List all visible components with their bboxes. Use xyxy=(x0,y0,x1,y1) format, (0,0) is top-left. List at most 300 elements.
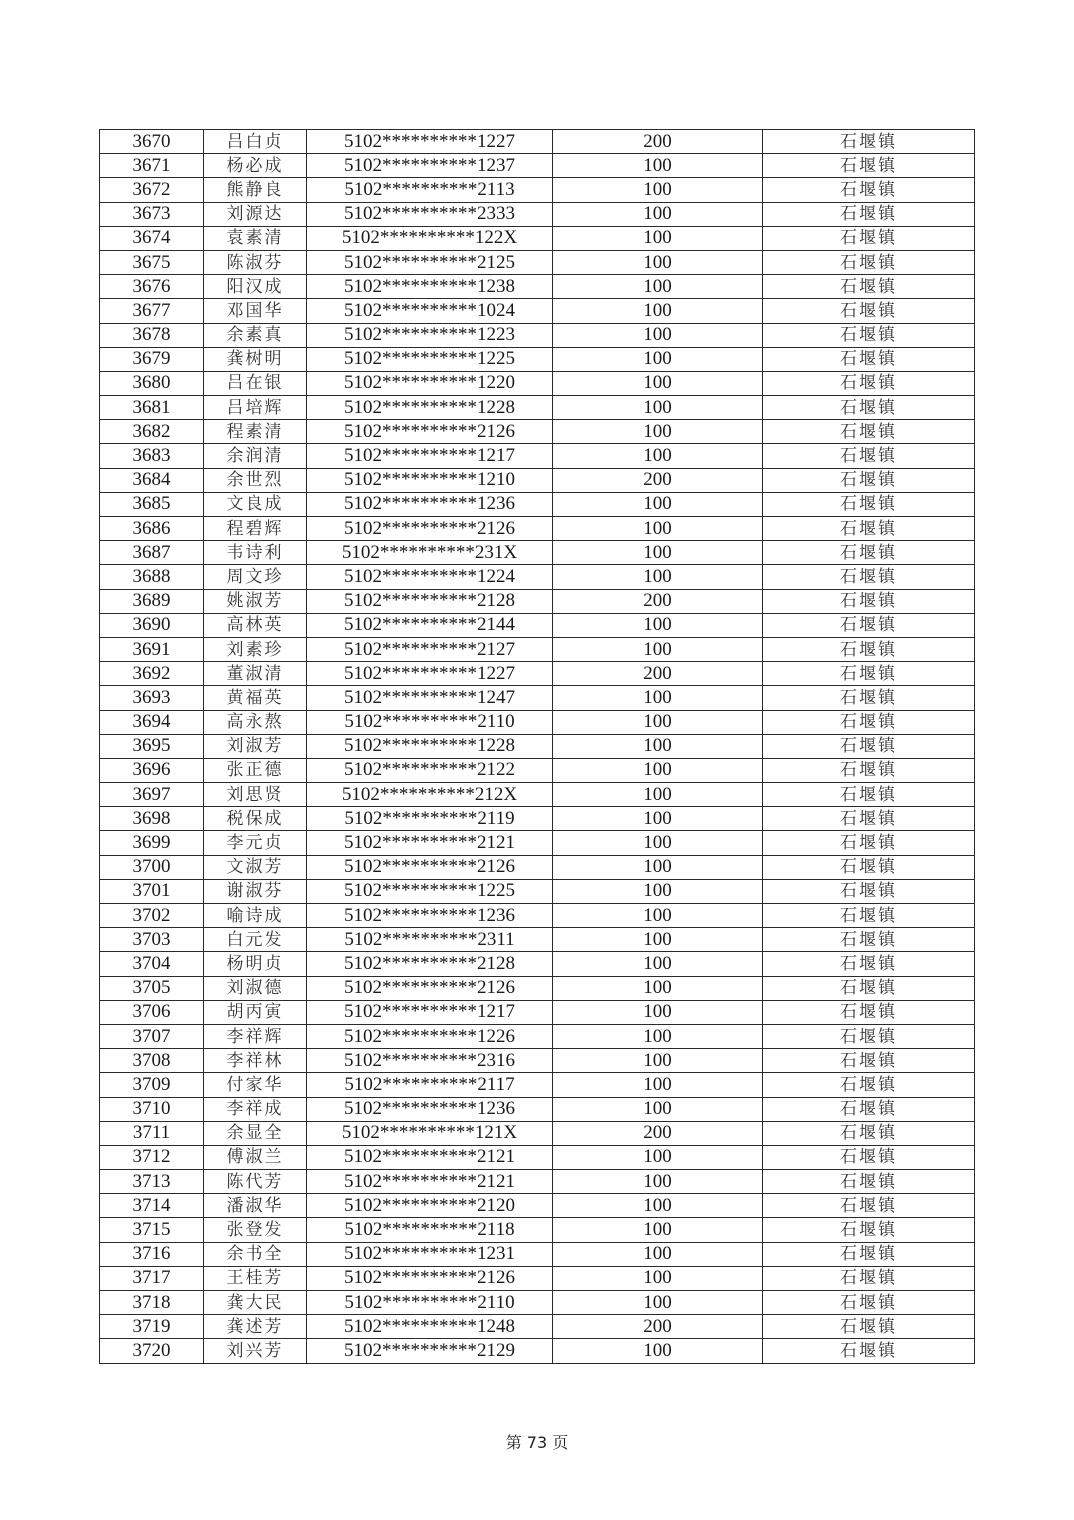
name-cell: 程碧辉 xyxy=(204,517,307,541)
id-number-cell: 5102**********2121 xyxy=(307,831,553,855)
id-number-cell: 5102**********1236 xyxy=(307,904,553,928)
serial-number-cell: 3710 xyxy=(100,1097,204,1121)
name-cell: 李元贞 xyxy=(204,831,307,855)
name-cell: 傅淑兰 xyxy=(204,1145,307,1169)
table-row xyxy=(100,1000,975,1024)
id-number-cell: 5102**********1217 xyxy=(307,444,553,468)
id-number-cell: 5102**********1224 xyxy=(307,565,553,589)
page-number: 第 73 页 xyxy=(505,1433,569,1452)
amount-cell: 100 xyxy=(553,1145,763,1169)
town-cell: 石堰镇 xyxy=(763,130,975,154)
id-number-cell: 5102**********2117 xyxy=(307,1073,553,1097)
table-row xyxy=(100,589,975,613)
amount-cell: 200 xyxy=(553,1121,763,1145)
id-number-cell: 5102**********2126 xyxy=(307,1266,553,1290)
id-number-cell: 5102**********2126 xyxy=(307,420,553,444)
amount-cell: 100 xyxy=(553,1266,763,1290)
id-number-cell: 5102**********231X xyxy=(307,541,553,565)
serial-number-cell: 3685 xyxy=(100,492,204,516)
table-row xyxy=(100,1145,975,1169)
table-row xyxy=(100,1291,975,1315)
name-cell: 邓国华 xyxy=(204,299,307,323)
amount-cell: 100 xyxy=(553,1339,763,1363)
table-row xyxy=(100,1121,975,1145)
table-row xyxy=(100,783,975,807)
name-cell: 杨必成 xyxy=(204,154,307,178)
id-number-cell: 5102**********1236 xyxy=(307,492,553,516)
id-number-cell: 5102**********2119 xyxy=(307,807,553,831)
table-row xyxy=(100,879,975,903)
id-number-cell: 5102**********1237 xyxy=(307,154,553,178)
serial-number-cell: 3676 xyxy=(100,275,204,299)
table-row xyxy=(100,178,975,202)
serial-number-cell: 3702 xyxy=(100,904,204,928)
table-row xyxy=(100,831,975,855)
amount-cell: 100 xyxy=(553,202,763,226)
amount-cell: 100 xyxy=(553,1291,763,1315)
table-row xyxy=(100,250,975,274)
serial-number-cell: 3674 xyxy=(100,226,204,250)
amount-cell: 100 xyxy=(553,226,763,250)
town-cell: 石堰镇 xyxy=(763,250,975,274)
serial-number-cell: 3677 xyxy=(100,299,204,323)
amount-cell: 100 xyxy=(553,517,763,541)
table-row xyxy=(100,1049,975,1073)
town-cell: 石堰镇 xyxy=(763,1339,975,1363)
name-cell: 程素清 xyxy=(204,420,307,444)
table-row xyxy=(100,1242,975,1266)
serial-number-cell: 3671 xyxy=(100,154,204,178)
serial-number-cell: 3708 xyxy=(100,1049,204,1073)
table-row xyxy=(100,686,975,710)
table-row xyxy=(100,613,975,637)
serial-number-cell: 3678 xyxy=(100,323,204,347)
name-cell: 胡丙寅 xyxy=(204,1000,307,1024)
amount-cell: 100 xyxy=(553,1194,763,1218)
table-row xyxy=(100,202,975,226)
town-cell: 石堰镇 xyxy=(763,1145,975,1169)
town-cell: 石堰镇 xyxy=(763,1170,975,1194)
town-cell: 石堰镇 xyxy=(763,1242,975,1266)
amount-cell: 100 xyxy=(553,734,763,758)
table-row xyxy=(100,226,975,250)
table-row xyxy=(100,371,975,395)
amount-cell: 100 xyxy=(553,565,763,589)
id-number-cell: 5102**********121X xyxy=(307,1121,553,1145)
id-number-cell: 5102**********2129 xyxy=(307,1339,553,1363)
town-cell: 石堰镇 xyxy=(763,1266,975,1290)
name-cell: 余书全 xyxy=(204,1242,307,1266)
serial-number-cell: 3709 xyxy=(100,1073,204,1097)
amount-cell: 100 xyxy=(553,250,763,274)
id-number-cell: 5102**********1223 xyxy=(307,323,553,347)
town-cell: 石堰镇 xyxy=(763,396,975,420)
id-number-cell: 5102**********1236 xyxy=(307,1097,553,1121)
id-number-cell: 5102**********1231 xyxy=(307,1242,553,1266)
id-number-cell: 5102**********1024 xyxy=(307,299,553,323)
serial-number-cell: 3679 xyxy=(100,347,204,371)
name-cell: 刘源达 xyxy=(204,202,307,226)
amount-cell: 100 xyxy=(553,371,763,395)
id-number-cell: 5102**********1228 xyxy=(307,734,553,758)
amount-cell: 100 xyxy=(553,323,763,347)
table-row xyxy=(100,1218,975,1242)
table-row xyxy=(100,1073,975,1097)
town-cell: 石堰镇 xyxy=(763,202,975,226)
serial-number-cell: 3697 xyxy=(100,783,204,807)
serial-number-cell: 3713 xyxy=(100,1170,204,1194)
town-cell: 石堰镇 xyxy=(763,1097,975,1121)
amount-cell: 100 xyxy=(553,928,763,952)
town-cell: 石堰镇 xyxy=(763,807,975,831)
name-cell: 阳汉成 xyxy=(204,275,307,299)
name-cell: 龚大民 xyxy=(204,1291,307,1315)
table-row xyxy=(100,1194,975,1218)
amount-cell: 100 xyxy=(553,1242,763,1266)
table-row xyxy=(100,468,975,492)
serial-number-cell: 3683 xyxy=(100,444,204,468)
town-cell: 石堰镇 xyxy=(763,275,975,299)
name-cell: 李祥成 xyxy=(204,1097,307,1121)
table-row xyxy=(100,1024,975,1048)
town-cell: 石堰镇 xyxy=(763,928,975,952)
name-cell: 吕白贞 xyxy=(204,130,307,154)
name-cell: 熊静良 xyxy=(204,178,307,202)
town-cell: 石堰镇 xyxy=(763,831,975,855)
id-number-cell: 5102**********1220 xyxy=(307,371,553,395)
amount-cell: 100 xyxy=(553,1000,763,1024)
serial-number-cell: 3705 xyxy=(100,976,204,1000)
town-cell: 石堰镇 xyxy=(763,492,975,516)
name-cell: 陈淑芬 xyxy=(204,250,307,274)
town-cell: 石堰镇 xyxy=(763,178,975,202)
table-row xyxy=(100,637,975,661)
name-cell: 姚淑芳 xyxy=(204,589,307,613)
name-cell: 黄福英 xyxy=(204,686,307,710)
town-cell: 石堰镇 xyxy=(763,347,975,371)
id-number-cell: 5102**********1225 xyxy=(307,879,553,903)
name-cell: 李祥辉 xyxy=(204,1024,307,1048)
amount-cell: 100 xyxy=(553,347,763,371)
serial-number-cell: 3680 xyxy=(100,371,204,395)
serial-number-cell: 3694 xyxy=(100,710,204,734)
amount-cell: 100 xyxy=(553,879,763,903)
amount-cell: 100 xyxy=(553,831,763,855)
town-cell: 石堰镇 xyxy=(763,1024,975,1048)
table-row xyxy=(100,758,975,782)
serial-number-cell: 3719 xyxy=(100,1315,204,1339)
amount-cell: 100 xyxy=(553,444,763,468)
town-cell: 石堰镇 xyxy=(763,855,975,879)
name-cell: 龚述芳 xyxy=(204,1315,307,1339)
table-row xyxy=(100,347,975,371)
serial-number-cell: 3687 xyxy=(100,541,204,565)
id-number-cell: 5102**********1225 xyxy=(307,347,553,371)
serial-number-cell: 3699 xyxy=(100,831,204,855)
town-cell: 石堰镇 xyxy=(763,299,975,323)
serial-number-cell: 3675 xyxy=(100,250,204,274)
serial-number-cell: 3701 xyxy=(100,879,204,903)
table-row xyxy=(100,952,975,976)
id-number-cell: 5102**********2120 xyxy=(307,1194,553,1218)
serial-number-cell: 3712 xyxy=(100,1145,204,1169)
id-number-cell: 5102**********2125 xyxy=(307,250,553,274)
town-cell: 石堰镇 xyxy=(763,686,975,710)
name-cell: 余润清 xyxy=(204,444,307,468)
town-cell: 石堰镇 xyxy=(763,1049,975,1073)
serial-number-cell: 3706 xyxy=(100,1000,204,1024)
town-cell: 石堰镇 xyxy=(763,783,975,807)
id-number-cell: 5102**********1247 xyxy=(307,686,553,710)
id-number-cell: 5102**********2128 xyxy=(307,952,553,976)
serial-number-cell: 3718 xyxy=(100,1291,204,1315)
amount-cell: 200 xyxy=(553,468,763,492)
table-row xyxy=(100,807,975,831)
name-cell: 高永熬 xyxy=(204,710,307,734)
amount-cell: 100 xyxy=(553,613,763,637)
id-number-cell: 5102**********1248 xyxy=(307,1315,553,1339)
name-cell: 谢淑芬 xyxy=(204,879,307,903)
amount-cell: 100 xyxy=(553,904,763,928)
table-row xyxy=(100,662,975,686)
amount-cell: 100 xyxy=(553,952,763,976)
name-cell: 高林英 xyxy=(204,613,307,637)
table-row xyxy=(100,275,975,299)
serial-number-cell: 3700 xyxy=(100,855,204,879)
amount-cell: 100 xyxy=(553,1097,763,1121)
serial-number-cell: 3686 xyxy=(100,517,204,541)
amount-cell: 200 xyxy=(553,1315,763,1339)
serial-number-cell: 3704 xyxy=(100,952,204,976)
town-cell: 石堰镇 xyxy=(763,1073,975,1097)
serial-number-cell: 3717 xyxy=(100,1266,204,1290)
serial-number-cell: 3681 xyxy=(100,396,204,420)
amount-cell: 100 xyxy=(553,710,763,734)
table-row xyxy=(100,299,975,323)
name-cell: 周文珍 xyxy=(204,565,307,589)
id-number-cell: 5102**********2121 xyxy=(307,1145,553,1169)
table-row xyxy=(100,420,975,444)
town-cell: 石堰镇 xyxy=(763,952,975,976)
amount-cell: 100 xyxy=(553,637,763,661)
amount-cell: 100 xyxy=(553,1073,763,1097)
amount-cell: 100 xyxy=(553,299,763,323)
roster-table-body xyxy=(100,130,975,1364)
town-cell: 石堰镇 xyxy=(763,1000,975,1024)
name-cell: 文良成 xyxy=(204,492,307,516)
town-cell: 石堰镇 xyxy=(763,904,975,928)
town-cell: 石堰镇 xyxy=(763,976,975,1000)
serial-number-cell: 3698 xyxy=(100,807,204,831)
id-number-cell: 5102**********2118 xyxy=(307,1218,553,1242)
id-number-cell: 5102**********2311 xyxy=(307,928,553,952)
town-cell: 石堰镇 xyxy=(763,662,975,686)
name-cell: 税保成 xyxy=(204,807,307,831)
serial-number-cell: 3696 xyxy=(100,758,204,782)
town-cell: 石堰镇 xyxy=(763,1121,975,1145)
serial-number-cell: 3715 xyxy=(100,1218,204,1242)
id-number-cell: 5102**********2110 xyxy=(307,1291,553,1315)
name-cell: 喻诗成 xyxy=(204,904,307,928)
amount-cell: 100 xyxy=(553,758,763,782)
amount-cell: 100 xyxy=(553,420,763,444)
name-cell: 刘素珍 xyxy=(204,637,307,661)
table-row xyxy=(100,1266,975,1290)
name-cell: 李祥林 xyxy=(204,1049,307,1073)
amount-cell: 100 xyxy=(553,154,763,178)
table-row xyxy=(100,904,975,928)
serial-number-cell: 3689 xyxy=(100,589,204,613)
town-cell: 石堰镇 xyxy=(763,517,975,541)
amount-cell: 200 xyxy=(553,589,763,613)
name-cell: 张正德 xyxy=(204,758,307,782)
name-cell: 韦诗利 xyxy=(204,541,307,565)
town-cell: 石堰镇 xyxy=(763,879,975,903)
serial-number-cell: 3684 xyxy=(100,468,204,492)
serial-number-cell: 3670 xyxy=(100,130,204,154)
id-number-cell: 5102**********2126 xyxy=(307,976,553,1000)
table-row xyxy=(100,492,975,516)
id-number-cell: 5102**********1227 xyxy=(307,662,553,686)
table-row xyxy=(100,517,975,541)
name-cell: 刘兴芳 xyxy=(204,1339,307,1363)
name-cell: 白元发 xyxy=(204,928,307,952)
town-cell: 石堰镇 xyxy=(763,1194,975,1218)
town-cell: 石堰镇 xyxy=(763,420,975,444)
name-cell: 余世烈 xyxy=(204,468,307,492)
name-cell: 刘淑芳 xyxy=(204,734,307,758)
amount-cell: 200 xyxy=(553,130,763,154)
table-row xyxy=(100,1315,975,1339)
table-row xyxy=(100,154,975,178)
amount-cell: 100 xyxy=(553,541,763,565)
name-cell: 陈代芳 xyxy=(204,1170,307,1194)
name-cell: 吕培辉 xyxy=(204,396,307,420)
name-cell: 王桂芳 xyxy=(204,1266,307,1290)
amount-cell: 100 xyxy=(553,275,763,299)
serial-number-cell: 3720 xyxy=(100,1339,204,1363)
name-cell: 余显全 xyxy=(204,1121,307,1145)
id-number-cell: 5102**********2126 xyxy=(307,517,553,541)
town-cell: 石堰镇 xyxy=(763,710,975,734)
serial-number-cell: 3672 xyxy=(100,178,204,202)
serial-number-cell: 3673 xyxy=(100,202,204,226)
table-row xyxy=(100,444,975,468)
id-number-cell: 5102**********2121 xyxy=(307,1170,553,1194)
amount-cell: 100 xyxy=(553,492,763,516)
id-number-cell: 5102**********1226 xyxy=(307,1024,553,1048)
amount-cell: 100 xyxy=(553,855,763,879)
town-cell: 石堰镇 xyxy=(763,154,975,178)
serial-number-cell: 3688 xyxy=(100,565,204,589)
id-number-cell: 5102**********2122 xyxy=(307,758,553,782)
id-number-cell: 5102**********1217 xyxy=(307,1000,553,1024)
serial-number-cell: 3691 xyxy=(100,637,204,661)
name-cell: 刘思贤 xyxy=(204,783,307,807)
town-cell: 石堰镇 xyxy=(763,444,975,468)
table-row xyxy=(100,396,975,420)
serial-number-cell: 3693 xyxy=(100,686,204,710)
table-row xyxy=(100,928,975,952)
name-cell: 文淑芳 xyxy=(204,855,307,879)
town-cell: 石堰镇 xyxy=(763,541,975,565)
town-cell: 石堰镇 xyxy=(763,1218,975,1242)
amount-cell: 100 xyxy=(553,178,763,202)
table-row xyxy=(100,1097,975,1121)
serial-number-cell: 3707 xyxy=(100,1024,204,1048)
table-row xyxy=(100,541,975,565)
serial-number-cell: 3703 xyxy=(100,928,204,952)
id-number-cell: 5102**********212X xyxy=(307,783,553,807)
table-row xyxy=(100,1170,975,1194)
name-cell: 付家华 xyxy=(204,1073,307,1097)
table-row xyxy=(100,976,975,1000)
table-row xyxy=(100,565,975,589)
id-number-cell: 5102**********2333 xyxy=(307,202,553,226)
amount-cell: 100 xyxy=(553,1170,763,1194)
serial-number-cell: 3714 xyxy=(100,1194,204,1218)
id-number-cell: 5102**********2110 xyxy=(307,710,553,734)
serial-number-cell: 3682 xyxy=(100,420,204,444)
id-number-cell: 5102**********2144 xyxy=(307,613,553,637)
table-row xyxy=(100,855,975,879)
name-cell: 董淑清 xyxy=(204,662,307,686)
name-cell: 杨明贞 xyxy=(204,952,307,976)
id-number-cell: 5102**********2127 xyxy=(307,637,553,661)
town-cell: 石堰镇 xyxy=(763,758,975,782)
town-cell: 石堰镇 xyxy=(763,226,975,250)
id-number-cell: 5102**********1228 xyxy=(307,396,553,420)
id-number-cell: 5102**********2126 xyxy=(307,855,553,879)
id-number-cell: 5102**********122X xyxy=(307,226,553,250)
roster-table xyxy=(99,129,975,1364)
table-row xyxy=(100,130,975,154)
serial-number-cell: 3695 xyxy=(100,734,204,758)
name-cell: 袁素清 xyxy=(204,226,307,250)
id-number-cell: 5102**********1210 xyxy=(307,468,553,492)
amount-cell: 100 xyxy=(553,783,763,807)
table-row xyxy=(100,1339,975,1363)
name-cell: 龚树明 xyxy=(204,347,307,371)
amount-cell: 100 xyxy=(553,976,763,1000)
town-cell: 石堰镇 xyxy=(763,371,975,395)
amount-cell: 100 xyxy=(553,807,763,831)
amount-cell: 100 xyxy=(553,1049,763,1073)
town-cell: 石堰镇 xyxy=(763,323,975,347)
name-cell: 刘淑德 xyxy=(204,976,307,1000)
name-cell: 吕在银 xyxy=(204,371,307,395)
serial-number-cell: 3711 xyxy=(100,1121,204,1145)
id-number-cell: 5102**********1238 xyxy=(307,275,553,299)
town-cell: 石堰镇 xyxy=(763,468,975,492)
name-cell: 张登发 xyxy=(204,1218,307,1242)
amount-cell: 200 xyxy=(553,662,763,686)
id-number-cell: 5102**********2128 xyxy=(307,589,553,613)
amount-cell: 100 xyxy=(553,1024,763,1048)
table-row xyxy=(100,710,975,734)
id-number-cell: 5102**********1227 xyxy=(307,130,553,154)
id-number-cell: 5102**********2113 xyxy=(307,178,553,202)
town-cell: 石堰镇 xyxy=(763,734,975,758)
town-cell: 石堰镇 xyxy=(763,565,975,589)
town-cell: 石堰镇 xyxy=(763,637,975,661)
table-row xyxy=(100,734,975,758)
amount-cell: 100 xyxy=(553,396,763,420)
serial-number-cell: 3690 xyxy=(100,613,204,637)
amount-cell: 100 xyxy=(553,1218,763,1242)
table-row xyxy=(100,323,975,347)
name-cell: 潘淑华 xyxy=(204,1194,307,1218)
